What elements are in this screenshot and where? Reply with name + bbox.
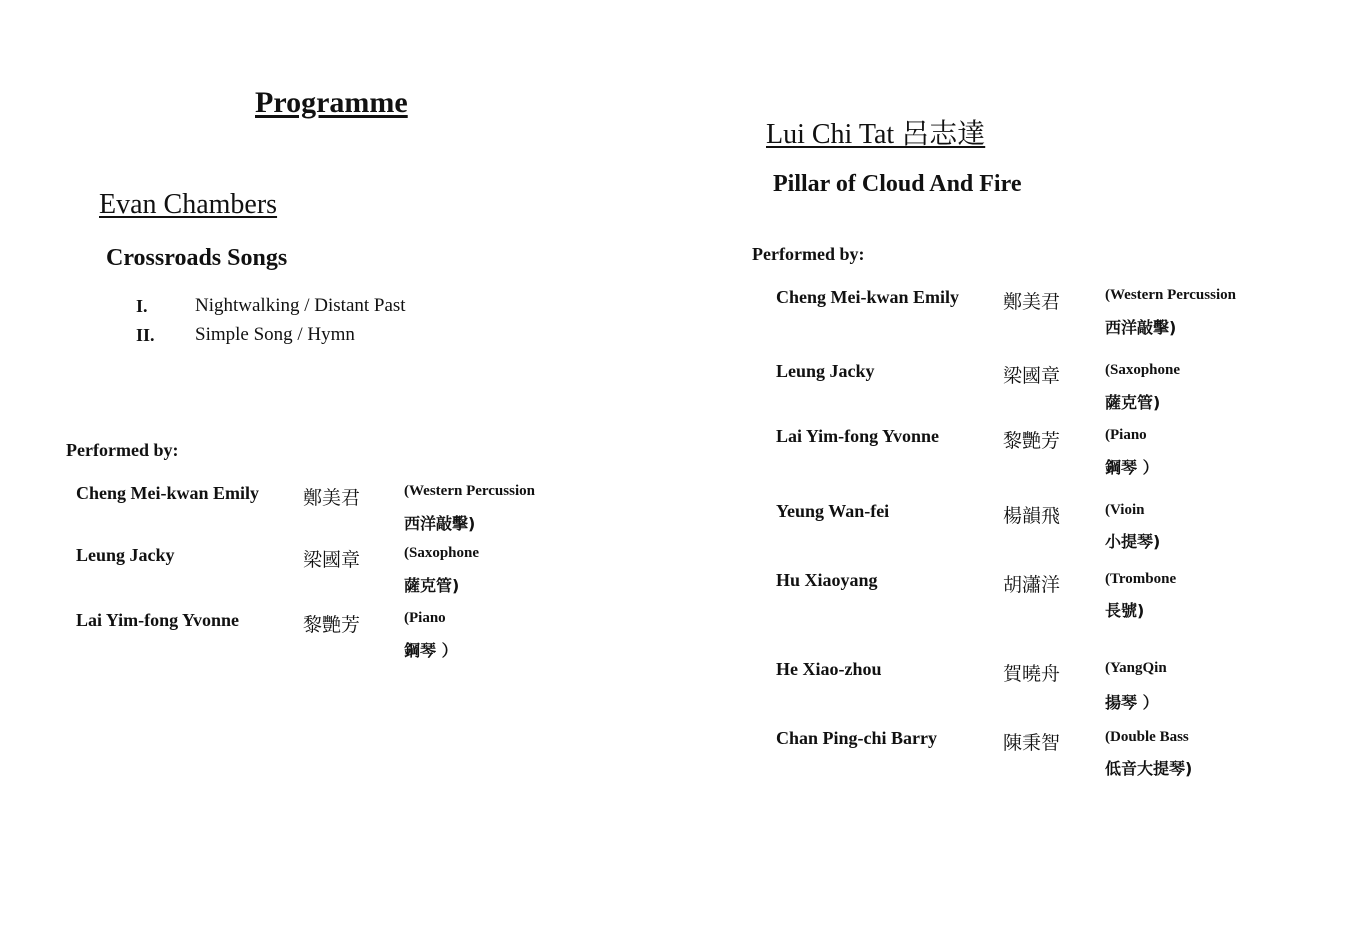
performer-instrument-en: (Western Percussion [1105,287,1236,303]
performer-chinese-name: 胡瀟洋 [1003,574,1061,596]
performer-name: Leung Jacky [776,361,875,381]
performer-name: Leung Jacky [76,545,175,565]
movement-title: Nightwalking / Distant Past [195,295,406,316]
performer-instrument-en: (Double Bass [1105,729,1189,745]
performer-chinese-name: 鄭美君 [303,487,361,509]
performed-by-label-left: Performed by: [66,440,179,460]
performer-chinese-name: 梁國章 [303,549,361,571]
movement-number: I. [136,296,148,316]
performer-name: Chan Ping-chi Barry [776,728,938,748]
performer-name: Hu Xiaoyang [776,570,878,590]
composer-name-left: Evan Chambers [99,189,278,220]
performer-chinese-name: 梁國章 [1003,365,1061,387]
performer-instrument-zh: 低音大提琴) [1105,759,1193,778]
movement-number: II. [136,325,155,345]
performer-instrument-zh: 揚琴 ） [1105,693,1159,712]
performer-chinese-name: 陳秉智 [1003,732,1061,754]
performer-chinese-name: 黎艷芳 [1003,430,1061,452]
programme-title: Programme [255,86,408,119]
performer-instrument-en: (Saxophone [404,545,480,561]
performer-chinese-name: 賀曉舟 [1003,663,1061,685]
performer-instrument-zh: 鋼琴 ） [1105,458,1159,477]
performer-instrument-en: (Saxophone [1105,362,1181,378]
performer-name: Cheng Mei-kwan Emily [76,483,260,503]
movement-title: Simple Song / Hymn [195,324,355,345]
performer-instrument-zh: 長號) [1105,601,1145,620]
performer-name: Lai Yim-fong Yvonne [76,610,240,630]
performer-instrument-zh: 西洋敲擊) [404,514,476,533]
performer-instrument-zh: 薩克管) [404,576,460,595]
performer-name: Yeung Wan-fei [776,501,890,521]
piece-title-right: Pillar of Cloud And Fire [773,171,1022,197]
performer-chinese-name: 鄭美君 [1003,291,1061,313]
performer-name: He Xiao-zhou [776,659,882,679]
composer-name-right: Lui Chi Tat 呂志達 [766,119,986,150]
performer-chinese-name: 黎艷芳 [303,614,361,636]
performer-name: Lai Yim-fong Yvonne [776,426,940,446]
performer-instrument-en: (Western Percussion [404,483,535,499]
performer-chinese-name: 楊韻飛 [1003,505,1061,527]
performer-instrument-en: (Vioin [1105,502,1145,518]
performer-instrument-en: (Piano [1105,427,1147,443]
performer-instrument-en: (Piano [404,610,446,626]
performer-instrument-zh: 鋼琴 ） [404,641,458,660]
performer-instrument-en: (Trombone [1105,571,1177,587]
performer-instrument-zh: 西洋敲擊) [1105,318,1177,337]
performed-by-label-right: Performed by: [752,244,865,264]
performer-instrument-en: (YangQin [1105,660,1167,676]
performer-instrument-zh: 小提琴) [1105,532,1161,551]
piece-title-left: Crossroads Songs [106,245,288,271]
performer-name: Cheng Mei-kwan Emily [776,287,960,307]
performer-instrument-zh: 薩克管) [1105,393,1161,412]
